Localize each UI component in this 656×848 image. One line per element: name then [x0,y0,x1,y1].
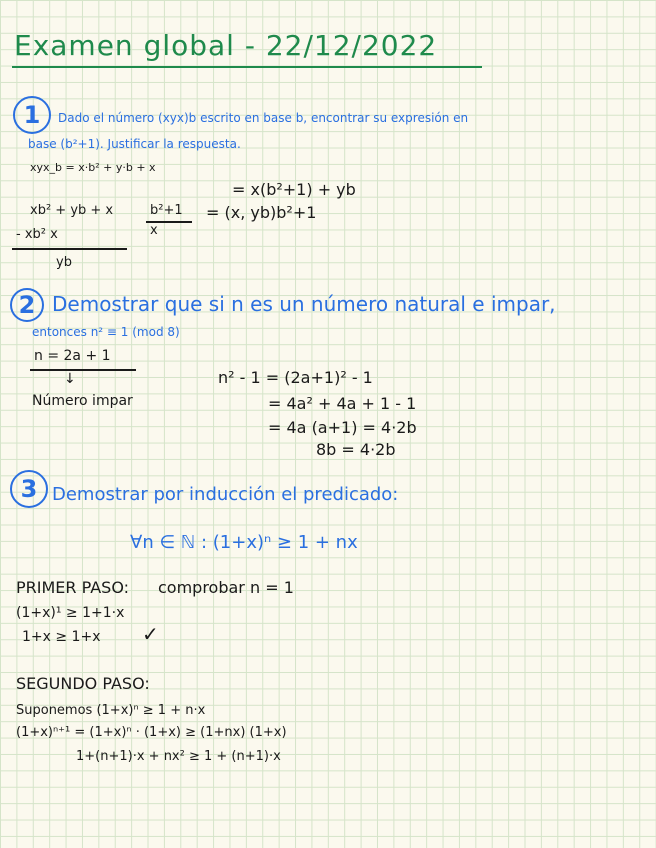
page-title: Examen global - 22/12/2022 [14,29,438,62]
step-2-label: SEGUNDO PASO: [16,674,150,693]
problem-1-equation-2: = (x, yb)b²+1 [206,203,317,222]
down-arrow-icon: ↓ [64,371,76,387]
division-remainder: yb [56,255,72,270]
step-1-label: PRIMER PASO: [16,578,130,597]
division-quotient: x [150,223,158,238]
division-result-line [12,248,127,250]
division-divisor: b²+1 [150,203,183,218]
proof-line-3: = 4a (a+1) = 4·2b [268,418,417,437]
problem-3-statement: Demostrar por inducción el predicado: [52,484,399,505]
proof-line-1: n² - 1 = (2a+1)² - 1 [218,368,373,387]
problem-2-statement-line2: entonces n² ≡ 1 (mod 8) [32,325,180,339]
division-subtraction: - xb² x [16,227,58,242]
problem-1-equation-1: = x(b²+1) + yb [232,180,356,199]
step-1-text: comprobar n = 1 [158,578,294,597]
proof-line-4: 8b = 4·2b [316,440,396,459]
n-definition: n = 2a + 1 [34,348,111,364]
checkmark-icon: ✓ [142,622,159,646]
problem-3-number: 3 [10,470,48,508]
predicate: ∀n ∈ ℕ : (1+x)ⁿ ≥ 1 + nx [130,532,358,553]
step-2-line-1: Suponemos (1+x)ⁿ ≥ 1 + n·x [16,703,206,718]
division-divisor-line [146,221,192,223]
step-2-line-3: 1+(n+1)·x + nx² ≥ 1 + (n+1)·x [76,749,281,764]
problem-2-statement-line1: Demostrar que si n es un número natural e impar, [52,292,556,316]
problem-1-statement-line2: base (b²+1). Justificar la respuesta. [28,137,241,151]
title-underline [12,66,482,68]
problem-2-number: 2 [10,288,44,322]
proof-line-2: = 4a² + 4a + 1 - 1 [268,394,417,413]
definition-underline [30,369,136,371]
division-dividend: xb² + yb + x [30,203,114,218]
step-2-line-2: (1+x)ⁿ⁺¹ = (1+x)ⁿ · (1+x) ≥ (1+nx) (1+x) [16,725,287,740]
odd-number-note: Número impar [32,393,133,409]
problem-1-number: 1 [13,96,51,134]
problem-1-expansion: xyx_b = x·b² + y·b + x [30,161,156,174]
step-1-line-2: 1+x ≥ 1+x [22,629,101,645]
problem-1-statement-line1: Dado el número (xyx)b escrito en base b, encontrar su expresión en [58,111,469,125]
step-1-line-1: (1+x)¹ ≥ 1+1·x [16,605,125,621]
